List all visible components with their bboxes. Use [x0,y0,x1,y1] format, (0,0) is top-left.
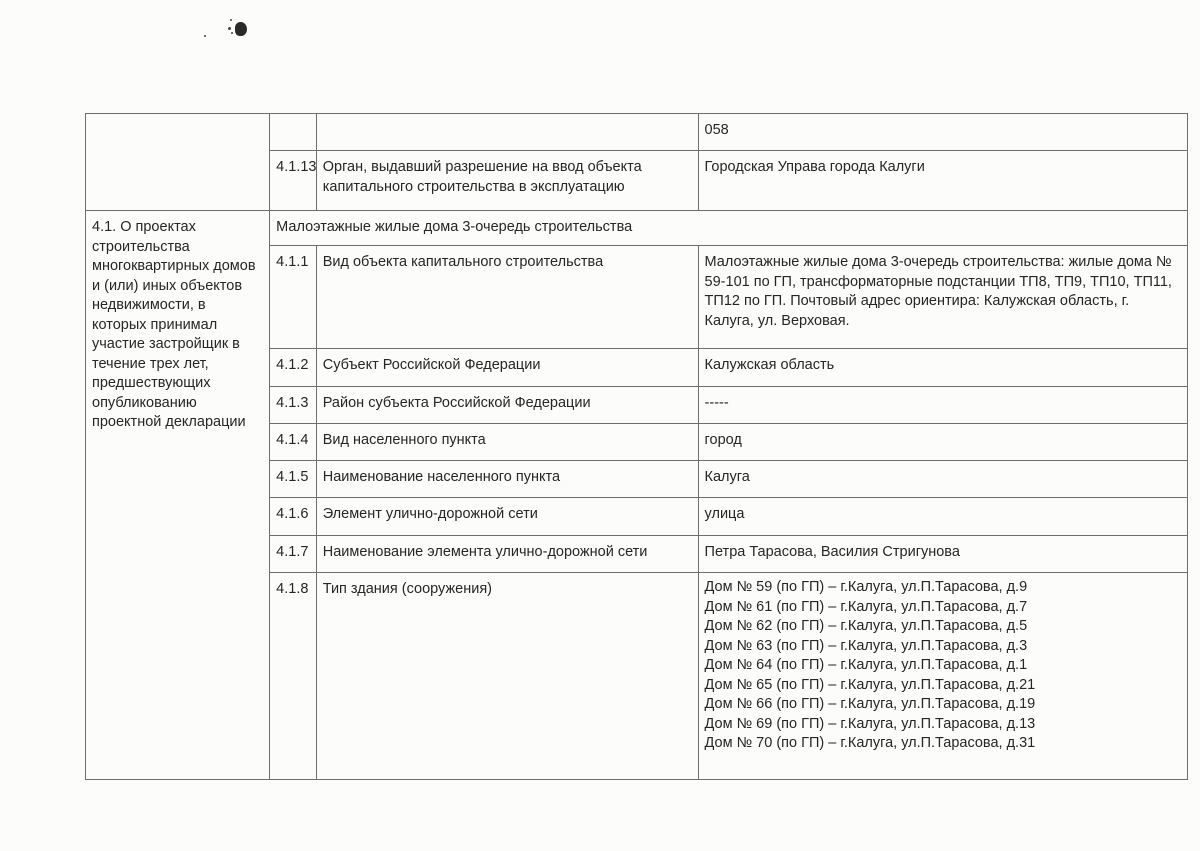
scan-artifact-dot [230,19,232,21]
row-label-cell: Район субъекта Российской Федерации [316,387,698,424]
row-number-cell: 4.1.5 [270,461,317,498]
building-address-line: Дом № 61 (по ГП) – г.Калуга, ул.П.Тарасова, д.7 [704,598,1028,615]
empty-section-cell [86,114,270,211]
scan-artifact-dot [204,35,206,37]
row-label-cell: Наименование элемента улично-дорожной сети [316,536,698,573]
building-address-line: Дом № 64 (по ГП) – г.Калуга, ул.П.Тарасова, д.1 [704,657,1028,673]
row-number-cell: 4.1.4 [270,424,317,461]
row-value-cell: Городская Управа города Калуги [698,151,1187,211]
building-address-line: Дом № 70 (по ГП) – г.Калуга, ул.П.Тарасова, д.31 [704,735,1036,751]
building-address-line: Дом № 69 (по ГП) – г.Калуга, ул.П.Тарасова, д.13 [704,715,1036,732]
row-label-cell: Вид объекта капитального строительства [316,246,698,349]
row-number-cell: 4.1.1 [270,246,317,349]
building-address-line: Дом № 62 (по ГП) – г.Калуга, ул.П.Тарасова, д.5 [704,618,1028,634]
project-title-cell: Малоэтажные жилые дома 3-очередь строительства [270,211,1188,246]
row-number-cell: 4.1.13 [270,151,317,211]
row-value-cell: Калужская область [698,349,1187,387]
row-value-cell: Калуга [698,461,1187,498]
row-number-cell: 4.1.8 [270,573,317,780]
row-label-cell: Элемент улично-дорожной сети [316,498,698,536]
row-label-cell: Вид населенного пункта [316,424,698,461]
row-number-cell: 4.1.2 [270,349,317,387]
scan-artifact-speck [235,22,247,36]
building-address-line: Дом № 59 (по ГП) – г.Калуга, ул.П.Тарасова, д.9 [704,579,1028,595]
scan-artifact-dot [231,32,233,34]
table-row [86,114,1188,151]
row-number-cell: 4.1.3 [270,387,317,424]
row-label-cell: Наименование населенного пункта [316,461,698,498]
building-address-line: Дом № 66 (по ГП) – г.Калуга, ул.П.Тарасова, д.19 [704,696,1036,712]
row-value-cell: 058 [698,114,1187,151]
declaration-table [85,113,1188,780]
row-value-cell: Петра Тарасова, Василия Стригунова [698,536,1187,573]
row-value-list-cell [698,573,1187,780]
row-label-cell: Тип здания (сооружения) [316,573,698,780]
row-value-cell: Малоэтажные жилые дома 3-очередь строительства: жилые дома № 59-101 по ГП, трансформаторные подстанции ТП8, ТП9, ТП10, ТП11, ТП12 по ГП. Почтовый адрес ориентира: Калужская область, г. Калуга, ул. Верховая. [698,246,1187,349]
row-value-cell: улица [698,498,1187,536]
row-number-cell: 4.1.6 [270,498,317,536]
building-address-line: Дом № 65 (по ГП) – г.Калуга, ул.П.Тарасова, д.21 [704,676,1036,693]
scan-artifact-dot [228,27,231,30]
row-label-cell [316,114,698,151]
row-number-cell: 4.1.7 [270,536,317,573]
row-value-cell: город [698,424,1187,461]
row-label-cell: Субъект Российской Федерации [316,349,698,387]
row-number-cell [270,114,317,151]
building-address-line: Дом № 63 (по ГП) – г.Калуга, ул.П.Тарасова, д.3 [704,637,1028,654]
section-heading-cell: 4.1. О проектах строительства многоквартирных домов и (или) иных объектов недвижимости, в которых принимал участие застройщик в течение трех лет, предшествующих опубликованию проектной декларации [86,211,270,780]
row-label-cell: Орган, выдавший разрешение на ввод объекта капитального строительства в эксплуатацию [316,151,698,211]
row-value-cell: ----- [698,387,1187,424]
project-title-row [86,211,1188,246]
